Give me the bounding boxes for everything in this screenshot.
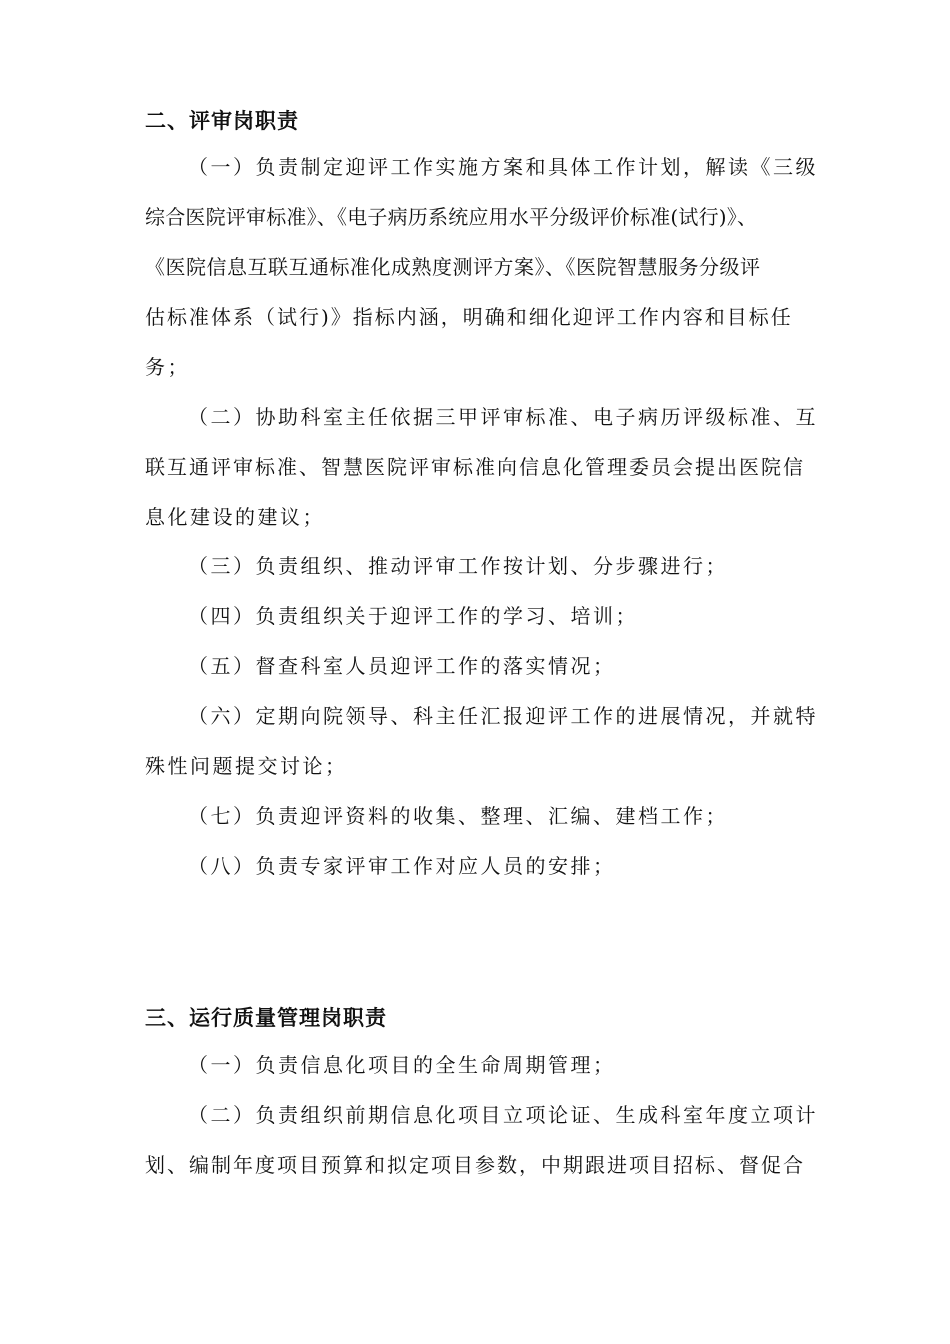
section-2-item-7: （七）负责迎评资料的收集、整理、汇编、建档工作；	[188, 804, 728, 828]
section-2-item-8: （八）负责专家评审工作对应人员的安排；	[188, 854, 616, 878]
section-2-item-2-line-1: （二）协助科室主任依据三甲评审标准、电子病历评级标准、互	[188, 405, 818, 429]
section-2-item-3: （三）负责组织、推动评审工作按计划、分步骤进行；	[188, 554, 728, 578]
section-2-item-4: （四）负责组织关于迎评工作的学习、培训；	[188, 604, 638, 628]
section-3-item-2-line-2: 划、编制年度项目预算和拟定项目参数，中期跟进项目招标、督促合	[145, 1153, 805, 1177]
section-2-item-1-line-4: 估标准体系（试行)》指标内涵，明确和细化迎评工作内容和目标任	[145, 305, 793, 329]
section-2-heading: 二、评审岗职责	[145, 109, 299, 133]
section-2-item-1-line-3: 《医院信息互联互通标准化成熟度测评方案》、《医院智慧服务分级评	[145, 255, 761, 279]
section-2-item-1-line-1: （一）负责制定迎评工作实施方案和具体工作计划，解读《三级	[188, 155, 818, 179]
section-2-item-6-line-2: 殊性问题提交讨论；	[145, 754, 348, 778]
section-3-item-2-line-1: （二）负责组织前期信息化项目立项论证、生成科室年度立项计	[188, 1103, 818, 1127]
section-3-heading: 三、运行质量管理岗职责	[145, 1006, 387, 1030]
section-2-item-1-line-2: 综合医院评审标准》、《电子病历系统应用水平分级评价标准(试行)》、	[145, 205, 758, 229]
section-3-item-1: （一）负责信息化项目的全生命周期管理；	[188, 1053, 616, 1077]
section-2-item-2-line-2: 联互通评审标准、智慧医院评审标准向信息化管理委员会提出医院信	[145, 455, 805, 479]
section-2-item-5: （五）督查科室人员迎评工作的落实情况；	[188, 654, 616, 678]
section-2-item-2-line-3: 息化建设的建议；	[145, 505, 325, 529]
section-2-item-1-line-5: 务；	[145, 355, 190, 379]
section-2-item-6-line-1: （六）定期向院领导、科主任汇报迎评工作的进展情况，并就特	[188, 704, 818, 728]
